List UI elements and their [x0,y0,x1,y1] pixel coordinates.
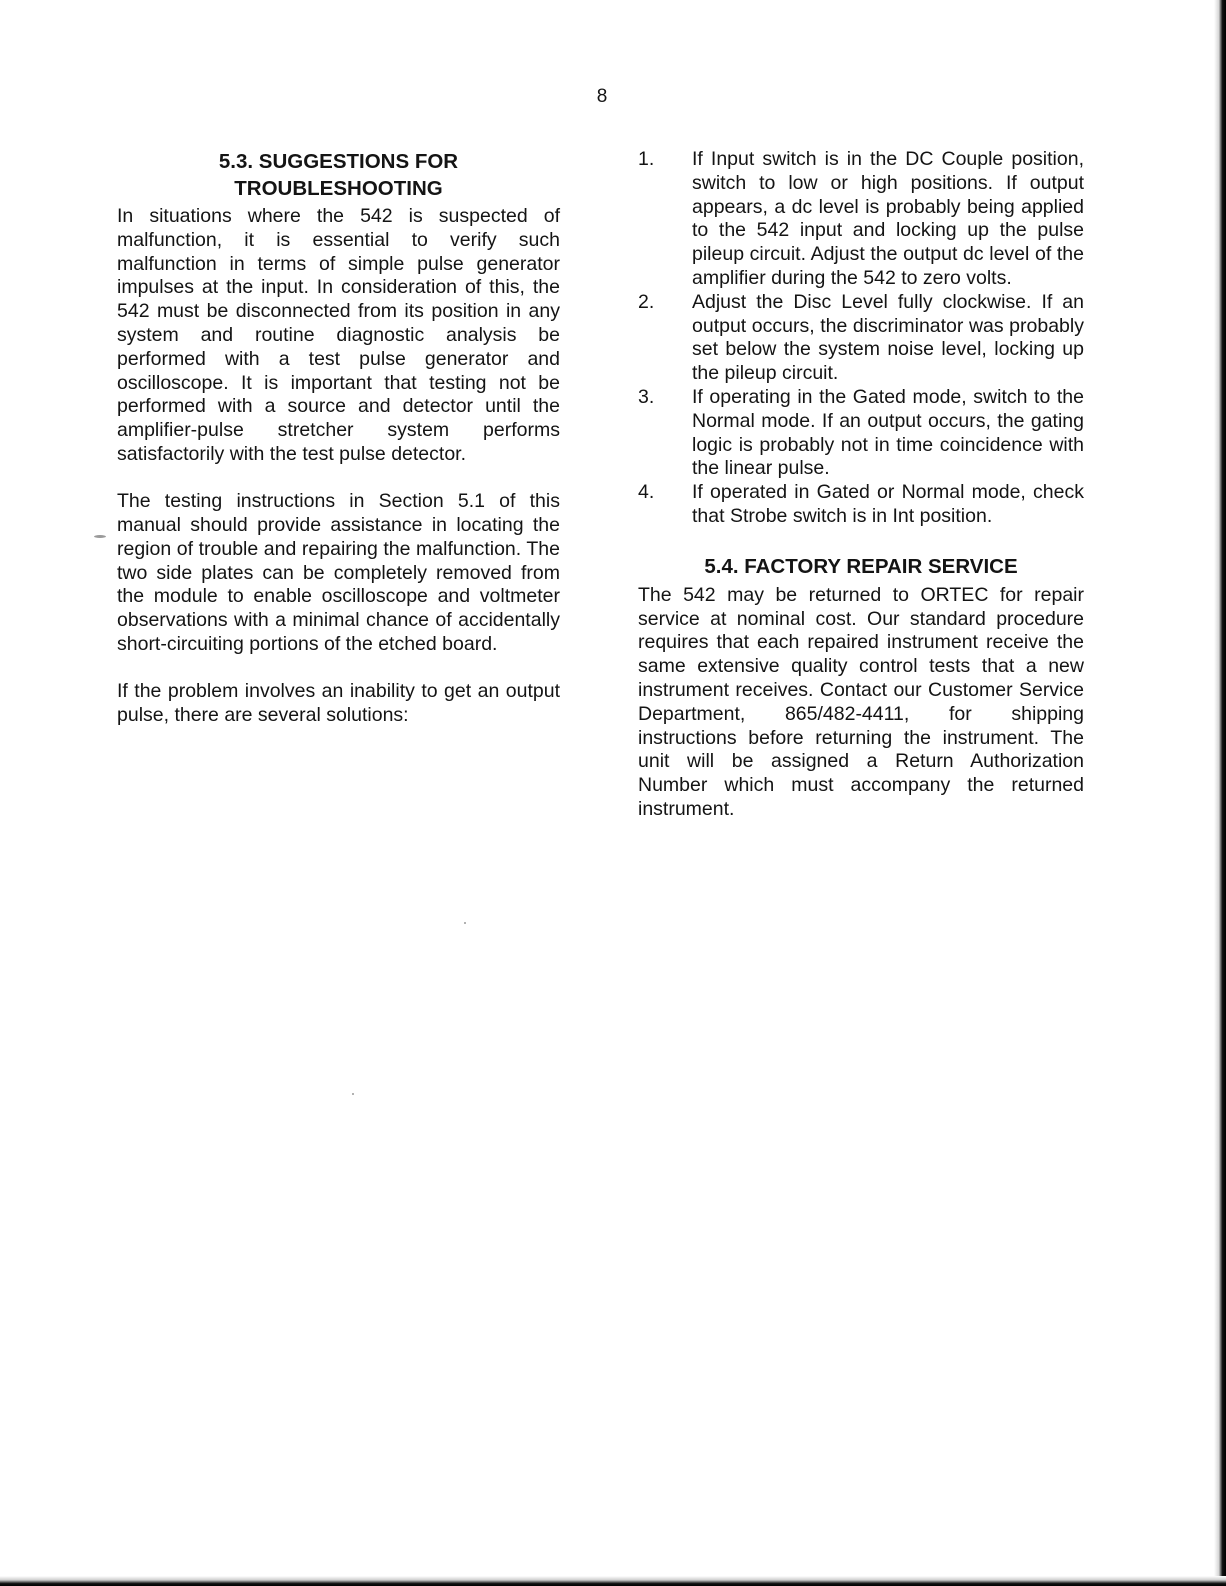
scan-speck [464,922,466,924]
list-item [638,481,1084,529]
page-number: 8 [596,86,608,107]
factory-repair-paragraph: The 542 may be returned to ORTEC for repair service at nominal cost. Our standard procedure requires that each repaired instrument receive the same extensive quality control tests that a new instrument receives. Contact our Customer Service Department, 865/482-4411, for shipping instructions before returning the instrument. The unit will be assigned a Return Authorization Number which must accompany the returned instrument. [638,583,1084,820]
scan-speck [352,1093,354,1095]
troubleshooting-steps-list [638,148,1084,529]
scan-border-right [1214,0,1226,1586]
heading-line-1: 5.3. SUGGESTIONS FOR [218,150,459,173]
list-item [638,148,1084,291]
step-number: 3. [638,385,655,408]
section-heading-troubleshooting [117,148,560,202]
troubleshooting-paragraph-1: In situations where the 542 is suspected of malfunction, it is essential to verify such malfunction in terms of simple pulse generator impulses at the input. In consideration of this, the 542 must be disconnected from its position in any system and routine diagnostic analysis be performed with a test pulse generator and oscilloscope. It is important that testing not be performed with a source and detector until the amplifier-pulse stretcher system performs satisfactorily with the test pulse detector. [117,205,560,465]
step-number: 4. [638,481,655,504]
list-item [638,291,1084,386]
step-text: If operating in the Gated mode, switch to the Normal mode. If an output occurs, the gating logic is probably not in time coincidence with the linear pulse. [692,385,1084,480]
left-column [117,148,560,728]
scan-speck [94,535,106,538]
right-column [638,148,1084,822]
step-text: If Input switch is in the DC Couple position, switch to low or high positions. If output appears, a dc level is probably being applied to the 542 input and locking up the pulse pileup circuit. Adjust the output dc level of the amplifier during the 542 to zero volts. [692,148,1084,289]
step-text: Adjust the Disc Level fully clockwise. If an output occurs, the discriminator was probably set below the system noise level, locking up the pileup circuit. [692,290,1084,385]
heading-line-2: TROUBLESHOOTING [234,177,443,200]
step-number: 1. [638,148,655,170]
list-item [638,386,1084,481]
troubleshooting-paragraph-3: If the problem involves an inability to get an output pulse, there are several solutions: [117,680,560,727]
step-number: 2. [638,290,655,313]
step-text: If operated in Gated or Normal mode, check that Strobe switch is in Int position. [692,481,1084,527]
scan-border-bottom [0,1576,1226,1586]
troubleshooting-paragraph-2: The testing instructions in Section 5.1 of this manual should provide assistance in locating the region of trouble and repairing the malfunction. The two side plates can be completely removed from the module to enable oscilloscope and voltmeter observations with a minimal chance of accidentally short-circuiting portions of the etched board. [117,490,560,656]
section-heading-factory-repair: 5.4. FACTORY REPAIR SERVICE [704,554,1018,578]
